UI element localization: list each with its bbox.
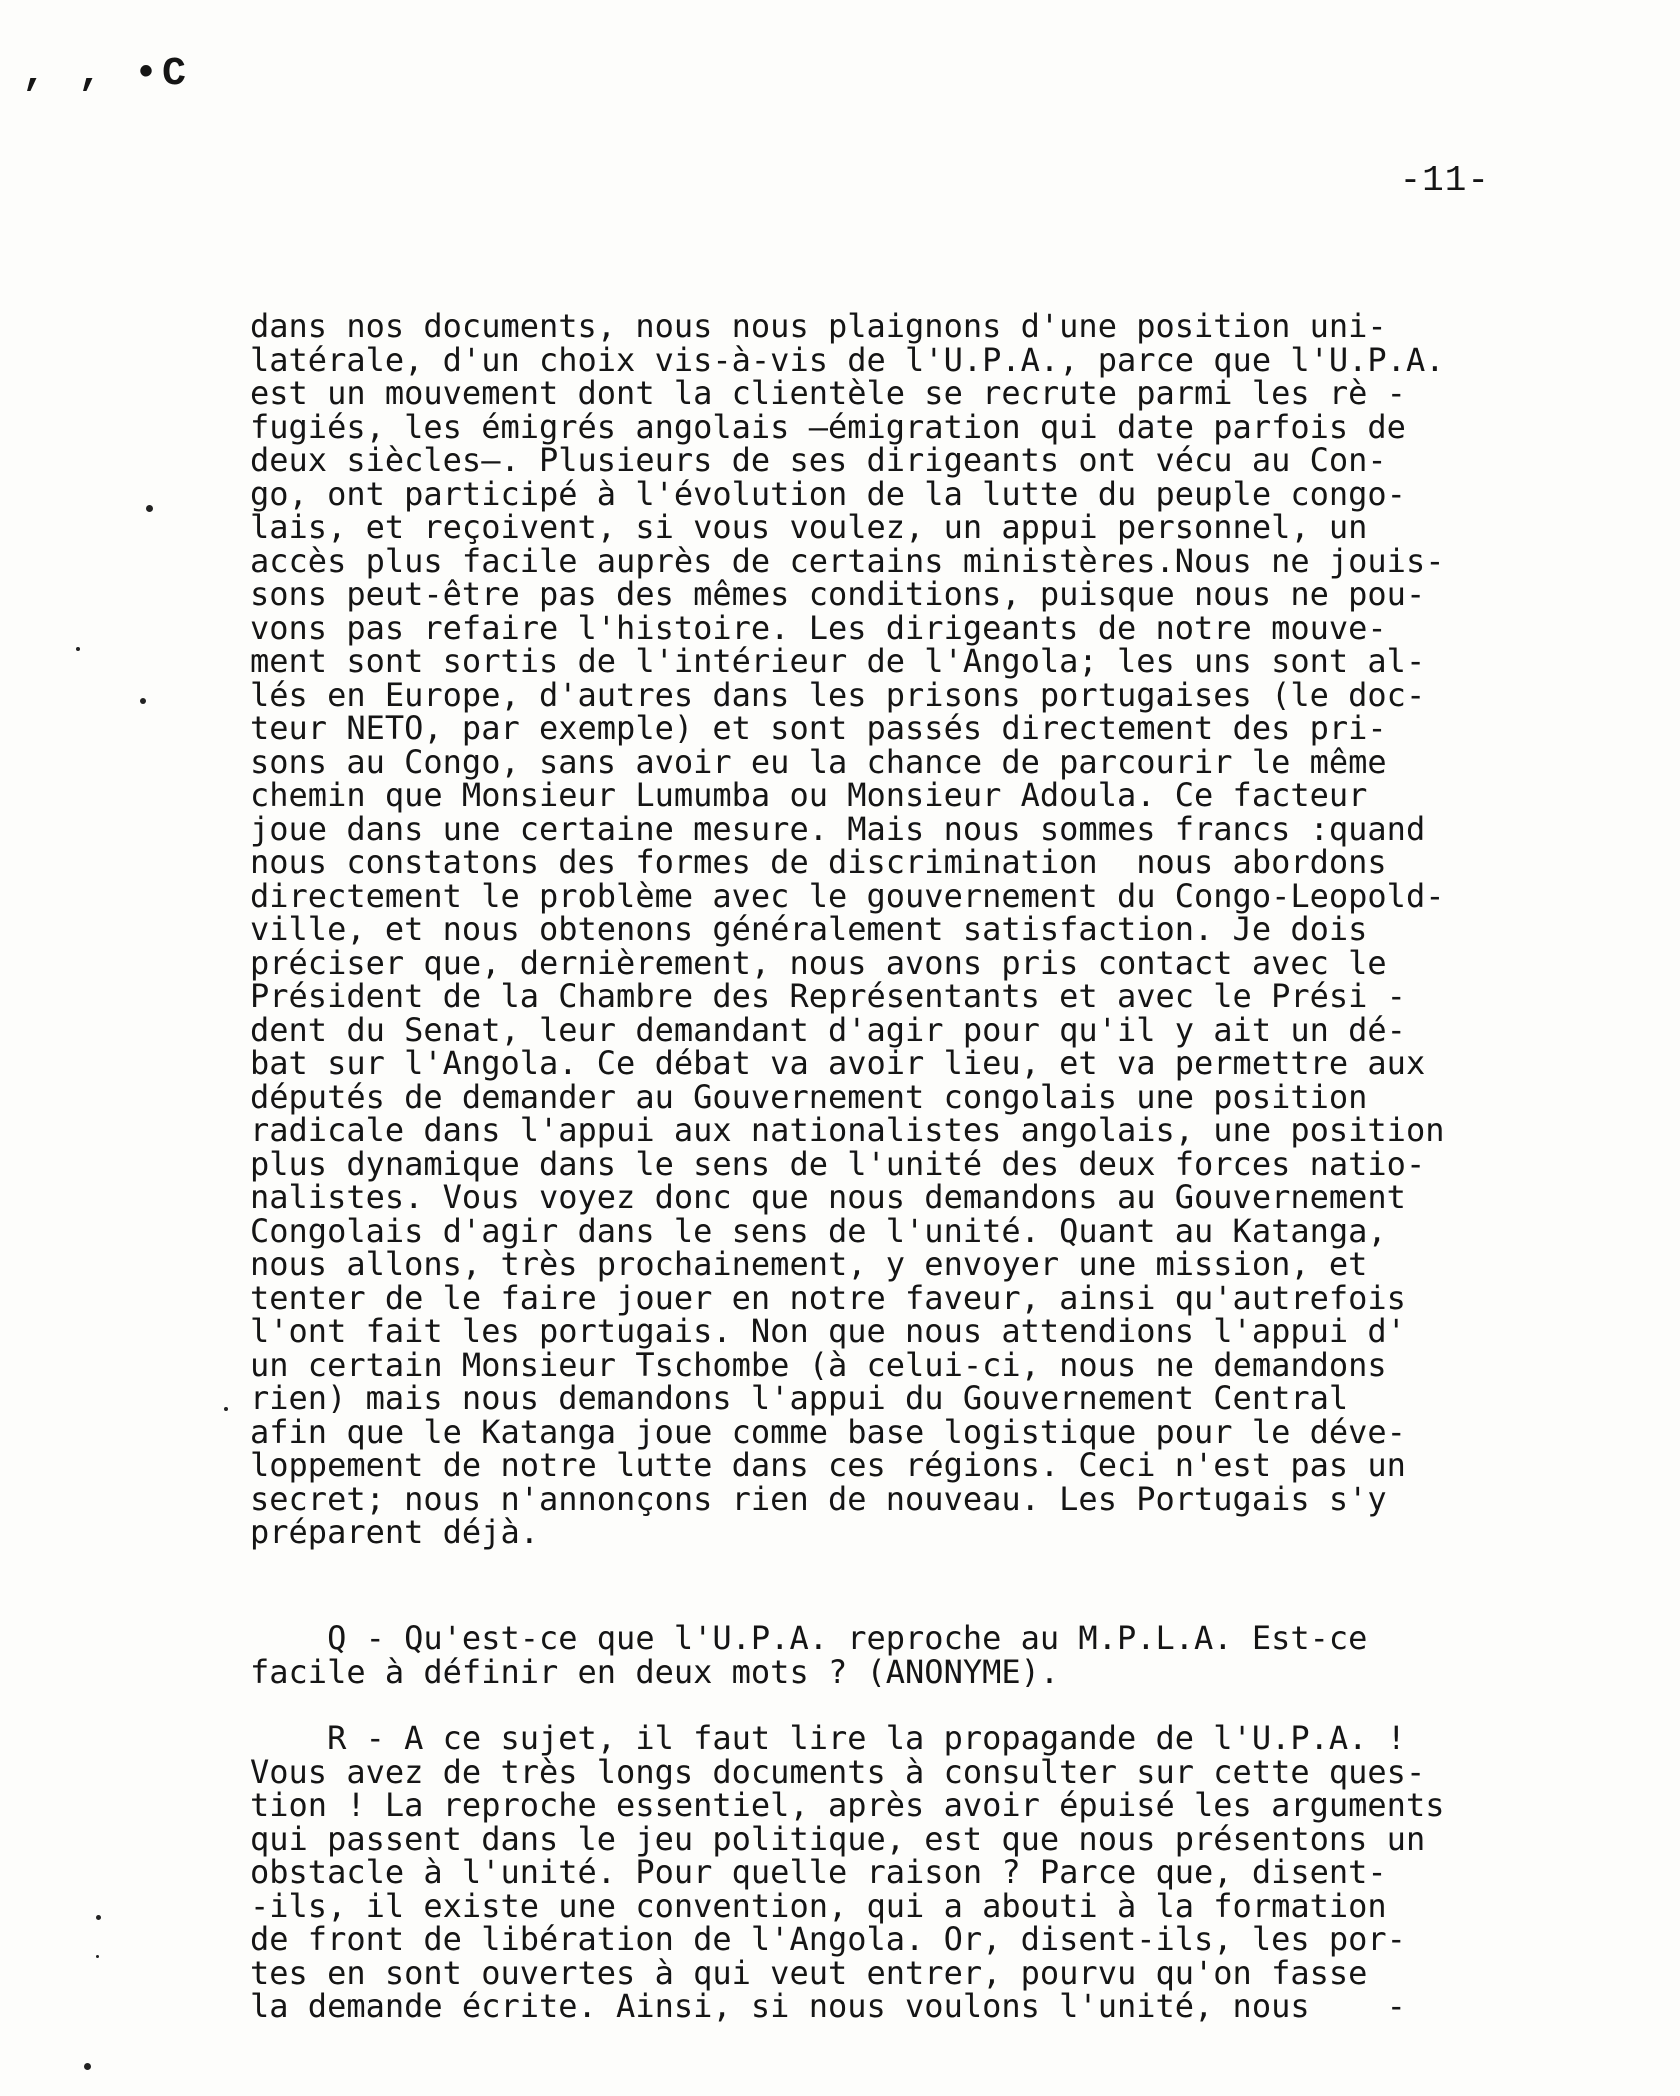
text-line: dent du Senat, leur demandant d'agir pour qu'il y ait un dé- xyxy=(250,1010,1406,1049)
scan-speck xyxy=(146,505,153,512)
text-line: latérale, d'un choix vis-à-vis de l'U.P.A., parce que l'U.P.A. xyxy=(250,340,1445,379)
text-line: lés en Europe, d'autres dans les prisons portugaises (le doc- xyxy=(250,675,1426,714)
paragraph-answer-continuation xyxy=(250,307,1520,1551)
text-line: deux siècles—. Plusieurs de ses dirigeants ont vécu au Con- xyxy=(250,441,1387,479)
scan-speck xyxy=(76,647,80,651)
text-line: chemin que Monsieur Lumumba ou Monsieur Adoula. Ce facteur xyxy=(250,776,1368,814)
scan-speck xyxy=(224,1407,228,1411)
text-line: Congolais d'agir dans le sens de l'unité. Quant au Katanga, xyxy=(250,1211,1387,1250)
text-line: accès plus facile auprès de certains ministères.Nous ne jouis- xyxy=(250,541,1445,580)
page-number: -11- xyxy=(1399,160,1490,201)
text-line: l'ont fait les portugais. Non que nous attendions l'appui d' xyxy=(250,1312,1406,1350)
text-line: Vous avez de très longs documents à consulter sur cette ques- xyxy=(250,1752,1426,1791)
text-line: qui passent dans le jeu politique, est que nous présentons un xyxy=(250,1819,1426,1858)
text-line: nous allons, très prochainement, y envoyer une mission, et xyxy=(250,1245,1368,1283)
text-line: secret; nous n'annonçons rien de nouveau. Les Portugais s'y xyxy=(250,1479,1387,1518)
text-line: joue dans une certaine mesure. Mais nous sommes francs :quand xyxy=(250,809,1426,848)
corner-mark: , , •C xyxy=(22,52,191,97)
scan-speck xyxy=(96,1915,101,1920)
text-line: afin que le Katanga joue comme base logistique pour le déve- xyxy=(250,1412,1406,1451)
text-line: tion ! La reproche essentiel, après avoir épuisé les arguments xyxy=(250,1786,1445,1824)
text-line: la demande écrite. Ainsi, si nous voulons l'unité, nous - xyxy=(250,1987,1406,2025)
text-line: tes en sont ouvertes à qui veut entrer, pourvu qu'on fasse xyxy=(250,1953,1368,1992)
text-line: de front de libération de l'Angola. Or, disent-ils, les por- xyxy=(250,1920,1406,1958)
text-line: sons au Congo, sans avoir eu la chance de parcourir le même xyxy=(250,742,1387,781)
text-line: ment sont sortis de l'intérieur de l'Angola; les uns sont al- xyxy=(250,642,1426,680)
text-line: préciser que, dernièrement, nous avons pris contact avec le xyxy=(250,943,1387,982)
text-line: vons pas refaire l'histoire. Les dirigeants de notre mouve- xyxy=(250,608,1387,647)
text-line: tenter de le faire jouer en notre faveur, ainsi qu'autrefois xyxy=(250,1278,1406,1317)
text-line: ville, et nous obtenons généralement satisfaction. Je dois xyxy=(250,910,1368,948)
scan-speck xyxy=(96,1955,99,1958)
paragraph-answer xyxy=(250,1719,1520,2025)
text-line: -ils, il existe une convention, qui a abouti à la formation xyxy=(250,1886,1387,1925)
text-line: préparent déjà. xyxy=(250,1513,539,1551)
text-line: directement le problème avec le gouvernement du Congo-Leopold- xyxy=(250,876,1445,915)
text-line: est un mouvement dont la clientèle se recrute parmi les rè - xyxy=(250,374,1406,412)
text-line: sons peut-être pas des mêmes conditions, puisque nous ne pou- xyxy=(250,575,1426,613)
text-line: nous constatons des formes de discrimination nous abordons xyxy=(250,843,1387,881)
text-line: dans nos documents, nous nous plaignons d'une position uni- xyxy=(250,307,1387,345)
text-line: obstacle à l'unité. Pour quelle raison ? Parce que, disent- xyxy=(250,1853,1387,1891)
text-line: facile à définir en deux mots ? (ANONYME). xyxy=(250,1652,1060,1691)
text-line: R - A ce sujet, il faut lire la propagande de l'U.P.A. ! xyxy=(250,1719,1406,1757)
text-line: lais, et reçoivent, si vous voulez, un appui personnel, un xyxy=(250,508,1368,546)
paragraph-question xyxy=(250,1619,1520,1691)
text-line: rien) mais nous demandons l'appui du Gouvernement Central xyxy=(250,1379,1349,1417)
text-line: teur NETO, par exemple) et sont passés directement des pri- xyxy=(250,709,1387,747)
text-line: nalistes. Vous voyez donc que nous demandons au Gouvernement xyxy=(250,1178,1406,1216)
text-line: go, ont participé à l'évolution de la lutte du peuple congo- xyxy=(250,474,1406,513)
text-line: radicale dans l'appui aux nationalistes angolais, une position xyxy=(250,1111,1445,1149)
text-line: un certain Monsieur Tschombe (à celui-ci, nous ne demandons xyxy=(250,1345,1387,1384)
scan-speck xyxy=(140,698,146,704)
scan-speck xyxy=(84,2063,91,2070)
text-line: Q - Qu'est-ce que l'U.P.A. reproche au M.P.L.A. Est-ce xyxy=(250,1619,1368,1657)
text-line: loppement de notre lutte dans ces régions. Ceci n'est pas un xyxy=(250,1446,1406,1484)
text-line: bat sur l'Angola. Ce débat va avoir lieu, et va permettre aux xyxy=(250,1044,1426,1082)
text-line: fugiés, les émigrés angolais —émigration qui date parfois de xyxy=(250,407,1406,446)
text-line: plus dynamique dans le sens de l'unité des deux forces natio- xyxy=(250,1144,1426,1183)
text-line: députés de demander au Gouvernement congolais une position xyxy=(250,1077,1368,1116)
text-line: Président de la Chambre des Représentants et avec le Prési - xyxy=(250,977,1406,1015)
